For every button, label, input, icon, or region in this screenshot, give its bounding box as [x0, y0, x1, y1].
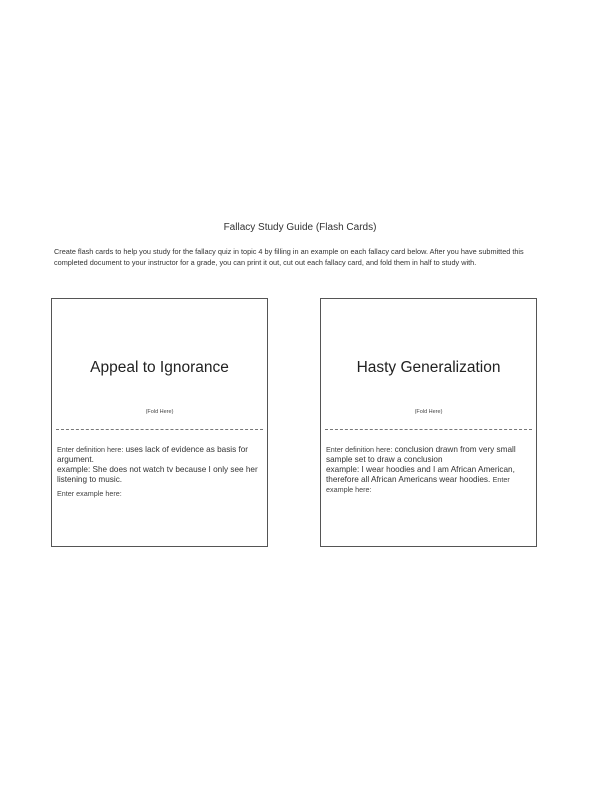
- definition-prompt: Enter definition here:: [326, 445, 393, 454]
- document-title: Fallacy Study Guide (Flash Cards): [223, 222, 377, 233]
- definition-text[interactable]: conclusion drawn from very small sample set to draw a conclusion: [326, 445, 516, 464]
- example-prompt[interactable]: Enter example here:: [326, 475, 510, 494]
- example-text[interactable]: example: I wear hoodies and I am African American, therefore all African Americans wear hoodies.: [326, 465, 515, 484]
- fold-label: (Fold Here): [145, 409, 174, 415]
- definition-text[interactable]: uses lack of evidence as basis for argument.: [57, 445, 249, 464]
- fold-label: (Fold Here): [414, 409, 443, 415]
- definition-line: [326, 445, 530, 465]
- definition-line: [57, 445, 261, 465]
- fold-line: [325, 429, 532, 430]
- card-title: Appeal to Ignorance: [90, 359, 229, 376]
- instructions-paragraph: Create flash cards to help you study for the fallacy quiz in topic 4 by filling in an example on each fallacy card below. After you have submitted this completed document to your instructor for a grade, you can print it out, cut out each fallacy card, and fold them in half to study with.: [54, 247, 524, 267]
- definition-prompt: Enter definition here:: [57, 445, 124, 454]
- flash-card-appeal-to-ignorance: [51, 298, 268, 547]
- flash-card-hasty-generalization: [320, 298, 537, 547]
- example-text[interactable]: example: She does not watch tv because I only see her listening to music.: [57, 465, 258, 484]
- example-prompt[interactable]: Enter example here:: [57, 489, 122, 498]
- card-body: [326, 445, 530, 495]
- card-title: Hasty Generalization: [356, 359, 501, 376]
- card-body: [57, 445, 261, 499]
- fold-line: [56, 429, 263, 430]
- example-line: [326, 465, 530, 495]
